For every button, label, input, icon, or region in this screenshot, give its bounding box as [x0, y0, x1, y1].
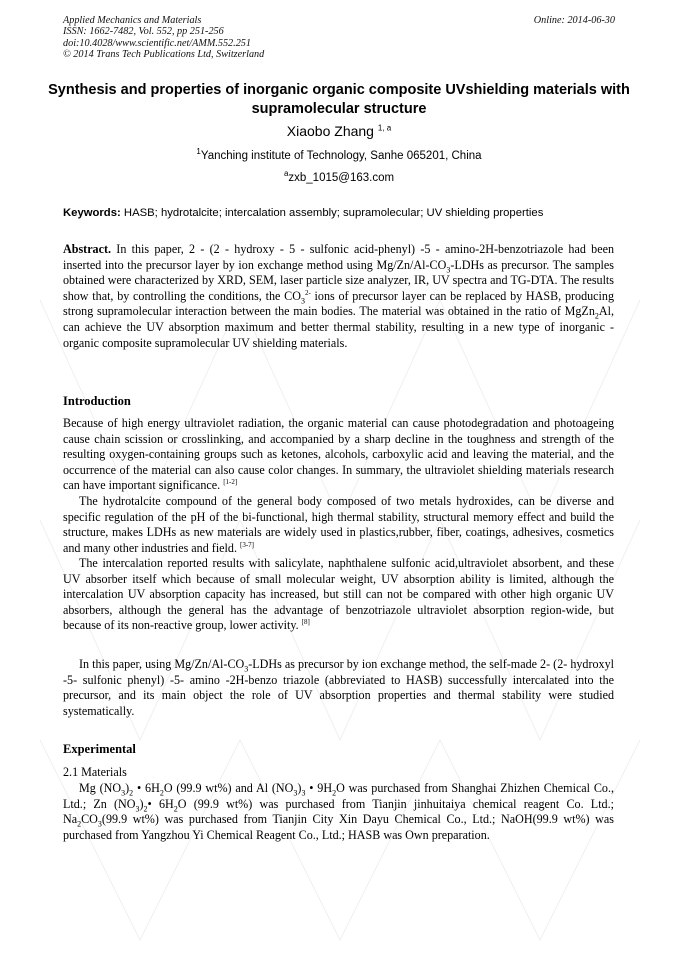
affiliation-mark: 1	[196, 147, 201, 157]
journal-issn: ISSN: 1662-7482, Vol. 552, pp 251-256	[63, 26, 224, 38]
online-date: Online: 2014-06-30	[533, 15, 615, 26]
mat-s3: 2	[159, 788, 164, 798]
mat-t9: • 6H	[147, 796, 174, 811]
email-text: zxb_1015@163.com	[288, 172, 395, 184]
intro-ref-2: [3-7]	[240, 540, 255, 549]
mat-t1: Mg (NO	[79, 781, 122, 795]
introduction-paragraph-1	[63, 416, 614, 494]
mat-s10: 2	[77, 819, 82, 829]
materials-subheading: 2.1 Materials	[63, 765, 127, 779]
mat-s9: 2	[173, 804, 178, 813]
abstract-sub-2: 3	[300, 296, 305, 306]
experimental-heading: Experimental	[63, 742, 136, 756]
introduction-heading: Introduction	[63, 394, 131, 408]
mat-s1: 3	[121, 788, 126, 798]
mat-t8: )	[139, 796, 144, 811]
keywords-text: HASB; hydrotalcite; intercalation assembly; supramolecular; UV shielding properties	[123, 207, 544, 219]
journal-copyright: © 2014 Trans Tech Publications Ltd, Switzerland	[63, 48, 265, 60]
intro-p3-text: The intercalation reported results with salicylate, naphthalene sulfonic acid,ultraviolet absorbent, and these UV absorber itself which because of small molecular weight, UV absorption ability is limited, although the intercalation UV absorption capacity has increased, but still can not be compared with other high organic UV absorbers, although the general has the advantage of benzotriazole ultraviolet absorption region-wide, but because of its non-reactive group, lower activity.	[63, 556, 614, 633]
journal-header	[63, 15, 264, 60]
author-line	[0, 123, 678, 139]
abstract-sub-1: 3	[446, 265, 451, 274]
journal-doi: doi:10.4028/www.scientific.net/AMM.552.251	[63, 37, 251, 49]
abstract-text-2: -LDHs as precursor. The samples obtained were characterized by XRD, SEM, laser particle size analyzer, IR, UV spectra and TG-DTA. The results show that, by controlling the conditions, the CO	[63, 257, 614, 303]
abstract	[63, 242, 614, 351]
mat-t4: O (99.9 wt%) and Al (NO	[163, 781, 294, 795]
abstract-text-3: ions of precursor layer can be replaced by HASB, producing strong supramolecular interaction between the main bodies. The material was obtained in the ratio of MgZn	[63, 288, 614, 319]
intro-p4-text-a: In this paper, using Mg/Zn/Al-CO	[79, 657, 245, 671]
journal-name: Applied Mechanics and Materials	[63, 15, 202, 26]
email-mark: a	[283, 169, 289, 179]
affiliation-text: Yanching institute of Technology, Sanhe 065201, China	[200, 150, 482, 162]
intro-p1-text: Because of high energy ultraviolet radiation, the organic material can cause photodegradation and photoageing cause chain scission or crosslinking, and accompanied by a sharp decline in the toughness and strength of the resulting oxygen-containing groups such as ketones, alcohols, carboxylic acid and leaving the material, and the occurrence of the material can also cause color changes. In summary, the ultraviolet shielding materials research can have important significance.	[63, 416, 614, 493]
introduction-paragraph-4	[63, 657, 614, 719]
intro-p4-sub: 3	[244, 664, 249, 674]
author-marks: 1, a	[377, 123, 392, 133]
intro-p2-text: The hydrotalcite compound of the general body composed of two metals hydroxides, can be diverse and specific regulation of the pH of the bi-functional, high thermal stability, structural memory effect and build the structure, makes LDHs as new materials are widely used in plastics,rubber, fiber, coatings, adhesives, cosmetics and many other industries and field.	[63, 494, 614, 555]
mat-t10: O (99.9 wt%) was purchased from Tianjin jinhuitaiya chemical reagent Co. Ltd.; Na	[63, 796, 614, 827]
mat-t3: • 6H	[133, 781, 160, 795]
intro-p4-text-b: -LDHs as precursor by ion exchange method, the self-made 2- (2- hydroxyl -5- sulfonic phenyl) -5- amino -2H-benzo triazole (abbreviated to HASB) successfully intercalated into the precursor, and its main object the role of UV absorption properties and thermal stability were studied systematically.	[63, 657, 614, 718]
abstract-sub-3: 2	[594, 311, 599, 321]
introduction-paragraph-3	[63, 556, 614, 634]
mat-s5: 3	[301, 788, 306, 798]
mat-s11: 3	[97, 819, 102, 829]
author-name: Xiaobo Zhang	[286, 123, 374, 139]
abstract-label: Abstract.	[63, 242, 112, 256]
mat-t2: )	[125, 781, 130, 795]
intro-ref-1: [1-2]	[223, 478, 238, 487]
intro-ref-3: [8]	[301, 618, 310, 627]
mat-s7: 3	[135, 804, 140, 813]
abstract-text-1: In this paper, 2 - (2 - hydroxy - 5 - sulfonic acid-phenyl) -5 - amino-2H-benzotriazole had been inserted into the precursor layer by ion exchange method using Mg/Zn/Al-CO	[63, 242, 614, 272]
abstract-text-4: Al, can achieve the UV absorption maximum and better thermal stability, resulting in a new type of inorganic - organic composite supramolecular UV shielding materials.	[63, 304, 614, 350]
mat-s8: 2	[143, 804, 148, 813]
mat-t7: O was purchased from Shanghai Zhizhen Chemical Co., Ltd.; Zn (NO	[63, 781, 615, 811]
mat-t12: (99.9 wt%) was purchased from Tianjin City Xin Dayu Chemical Co., Ltd.; NaOH(99.9 wt%) was purchased from Yangzhou Yi Chemical Reagent Co., Ltd.; HASB was Own preparation.	[63, 812, 614, 842]
mat-s2: 2	[129, 788, 134, 798]
keywords	[63, 207, 615, 219]
mat-s6: 2	[332, 788, 337, 798]
keywords-label: Keywords:	[63, 207, 121, 219]
abstract-sup-2: 2-	[304, 288, 311, 297]
mat-s4: 3	[293, 788, 298, 798]
mat-t11: CO	[81, 812, 98, 827]
affiliation	[0, 147, 678, 162]
author-email	[0, 169, 678, 184]
introduction-paragraph-2	[63, 494, 614, 556]
paper-title: Synthesis and properties of inorganic organic composite UVshielding materials with supramolecular structure	[48, 82, 630, 117]
materials-paragraph	[63, 781, 614, 843]
mat-t6: • 9H	[305, 781, 333, 795]
mat-t5: )	[297, 781, 302, 795]
